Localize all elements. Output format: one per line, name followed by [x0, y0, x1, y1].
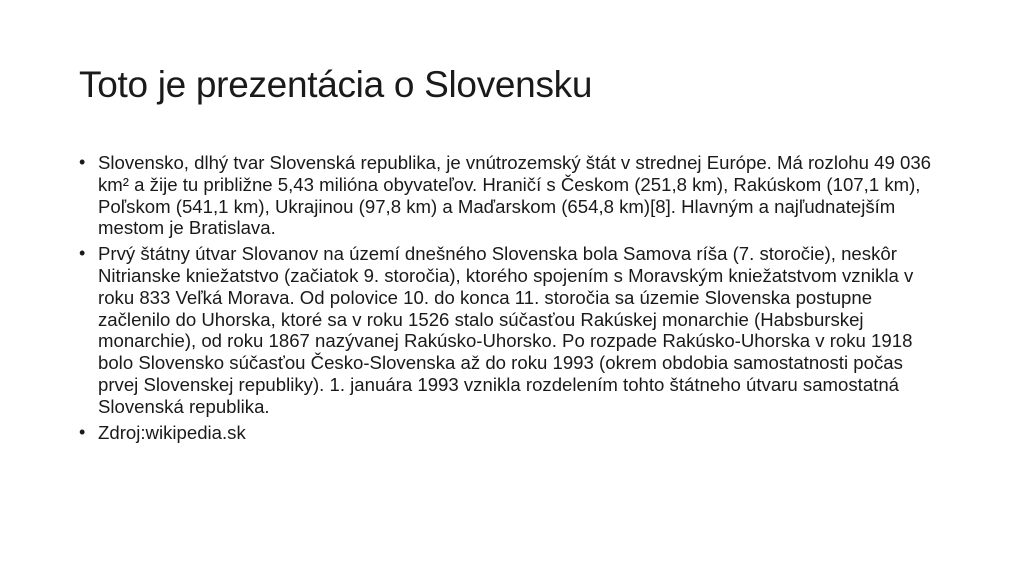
- bullet-text: Slovensko, dlhý tvar Slovenská republika, je vnútrozemský štát v strednej Európe. Má rozlohu 49 036 km² a žije tu približne 5,43 milióna obyvateľov. Hraničí s Českom (251,8 km), Rakúskom (107,1 km), Poľskom (541,1 km), Ukrajinou (97,8 km) a Maďarskom (654,8 km)[8]. Hlavným a najľudnatejším mestom je Bratislava.: [98, 152, 932, 239]
- bullet-list: [79, 152, 945, 447]
- bullet-item-overview: [79, 152, 945, 239]
- bullet-dot-icon: •: [79, 152, 86, 172]
- slide-title: Toto je prezentácia o Slovensku: [79, 64, 593, 105]
- bullet-dot-icon: •: [79, 243, 86, 264]
- bullet-text: Prvý štátny útvar Slovanov na území dnešného Slovenska bola Samova ríša (7. storočie), neskôr Nitrianske kniežatstvo (začiatok 9. storočia), ktorého spojením s Moravským kniežatstvom vznikla v roku 833 Veľká Morava. Od polovice 10. do konca 11. storočia sa územie Slovenska postupne začlenilo do Uhorska, ktoré sa v roku 1526 stalo súčasťou Rakúskej monarchie (Habsburskej monarchie), od roku 1867 nazývanej Rakúsko-Uhorsko. Po rozpade Rakúsko-Uhorska v roku 1918 bolo Slovensko súčasťou Česko-Slovenska až do roku 1993 (okrem obdobia samostatnosti počas prvej Slovenskej republiky). 1. januára 1993 vznikla rozdelením tohto štátneho útvaru samostatná Slovenská republika.: [98, 243, 914, 417]
- bullet-item-history: [79, 243, 945, 417]
- bullet-item-source: [79, 422, 945, 444]
- bullet-text: Zdroj:wikipedia.sk: [98, 421, 246, 443]
- bullet-dot-icon: •: [79, 421, 86, 442]
